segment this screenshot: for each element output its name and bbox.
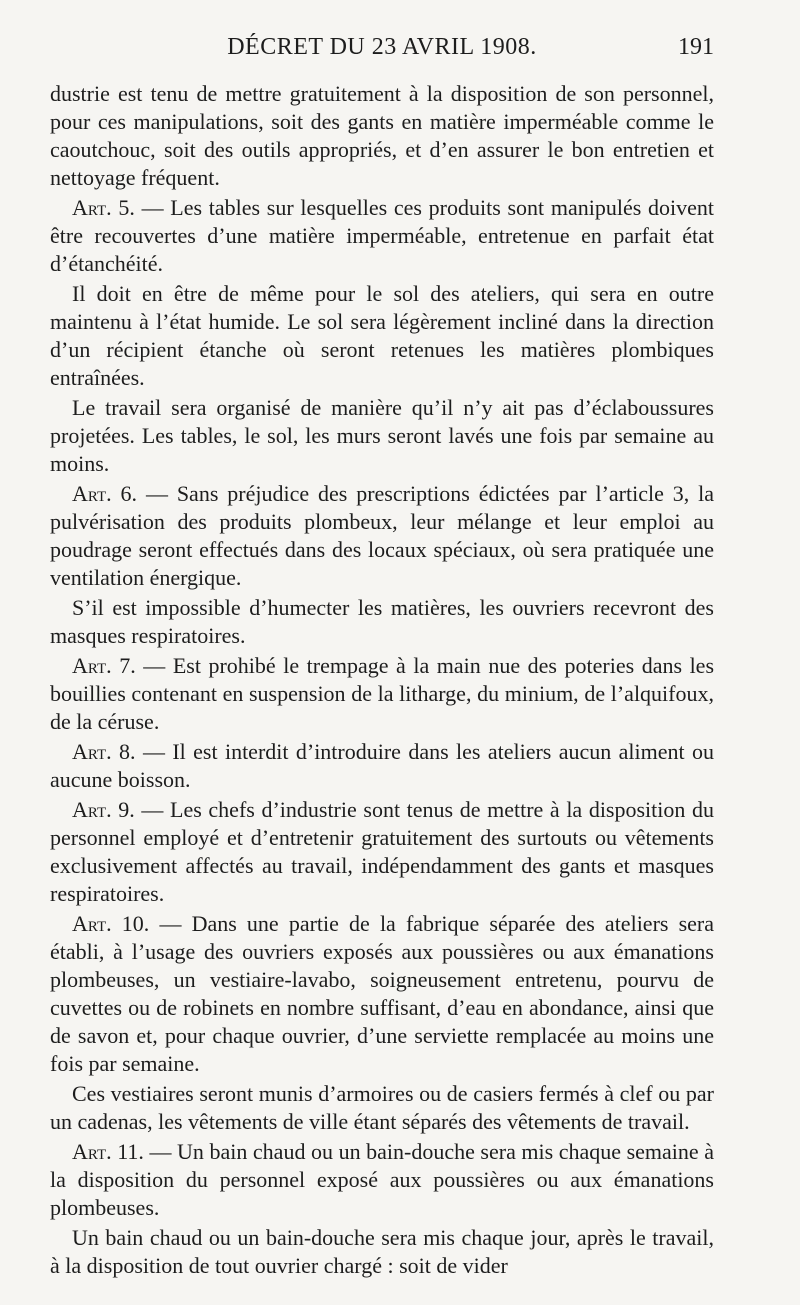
paragraph-text: Le travail sera organisé de manière qu’il n’y ait pas d’éclaboussures projetées. Les tables, le sol, les murs seront lavés une fois par semaine au moins. (50, 395, 714, 476)
article-paragraph (50, 738, 714, 794)
article-paragraph (50, 796, 714, 908)
paragraph (50, 280, 714, 392)
article-label: Art. 11. (72, 1139, 144, 1164)
paragraph (50, 80, 714, 192)
paragraph-text: Il doit en être de même pour le sol des ateliers, qui sera en outre maintenu à l’état humide. Le sol sera légèrement incliné dans la direction d’un récipient étanche où seront retenues les matières plombiques entraînées. (50, 281, 714, 390)
article-label: Art. 8. (72, 739, 136, 764)
paragraph-text: Un bain chaud ou un bain-douche sera mis chaque jour, après le travail, à la disposition de tout ouvrier chargé : soit de vider (50, 1225, 714, 1278)
paragraph-text: — Sans préjudice des prescriptions édictées par l’article 3, la pulvérisation des produits plombeux, leur mélange et leur emploi au poudrage seront effectués dans des locaux spéciaux, où sera pratiquée une ventilation énergique. (50, 481, 714, 590)
paragraph (50, 594, 714, 650)
page-number: 191 (678, 34, 714, 60)
article-label: Art. 6. (72, 481, 138, 506)
paragraph-text: — Les chefs d’industrie sont tenus de mettre à la disposition du personnel employé et d’entretenir gratuitement des surtouts ou vêtements exclusivement affectés au travail, indépendamment des gants et masques respiratoires. (50, 797, 715, 906)
paragraph (50, 394, 714, 478)
paragraph-text: S’il est impossible d’humecter les matières, les ouvriers recevront des masques respiratoires. (50, 595, 714, 648)
article-label: Art. 10. (72, 911, 150, 936)
article-paragraph (50, 652, 714, 736)
article-paragraph (50, 1138, 714, 1222)
article-label: Art. 5. (72, 195, 135, 220)
header-title: DÉCRET DU 23 AVRIL 1908. (227, 34, 537, 60)
paragraph-text: — Un bain chaud ou un bain-douche sera mis chaque semaine à la disposition du personnel exposé aux poussières ou aux émanations plombeuses. (50, 1139, 714, 1220)
paragraph-text: — Il est interdit d’introduire dans les ateliers aucun aliment ou aucune boisson. (50, 739, 715, 792)
running-header (50, 34, 714, 80)
article-label: Art. 7. (72, 653, 136, 678)
body-text (50, 80, 714, 1280)
article-paragraph (50, 480, 714, 592)
paragraph-text: dustrie est tenu de mettre gratuitement à la disposition de son personnel, pour ces manipulations, soit des gants en matière imperméable comme le caoutchouc, soit des outils appropriés, et d’en assurer le bon entretien et nettoyage fréquent. (50, 81, 714, 190)
article-label: Art. 9. (72, 797, 135, 822)
article-paragraph (50, 910, 714, 1078)
paragraph (50, 1224, 714, 1280)
paragraph-text: Ces vestiaires seront munis d’armoires ou de casiers fermés à clef ou par un cadenas, les vêtements de ville étant séparés des vêtements de travail. (50, 1081, 714, 1134)
paragraph-text: — Les tables sur lesquelles ces produits sont manipulés doivent être recouvertes d’une matière imperméable, entretenue en parfait état d’étanchéité. (50, 195, 715, 276)
paragraph-text: — Est prohibé le trempage à la main nue des poteries dans les bouillies contenant en suspension de la litharge, du minium, de l’alquifoux, de la céruse. (50, 653, 715, 734)
paragraph (50, 1080, 714, 1136)
article-paragraph (50, 194, 714, 278)
paragraph-text: — Dans une partie de la fabrique séparée des ateliers sera établi, à l’usage des ouvriers exposés aux poussières ou aux émanations plombeuses, un vestiaire-lavabo, soigneusement entretenu, pourvu de cuvettes ou de robinets en nombre suffisant, d’eau en abondance, ainsi que de savon et, pour chaque ouvrier, d’une serviette remplacée au moins une fois par semaine. (50, 911, 715, 1076)
